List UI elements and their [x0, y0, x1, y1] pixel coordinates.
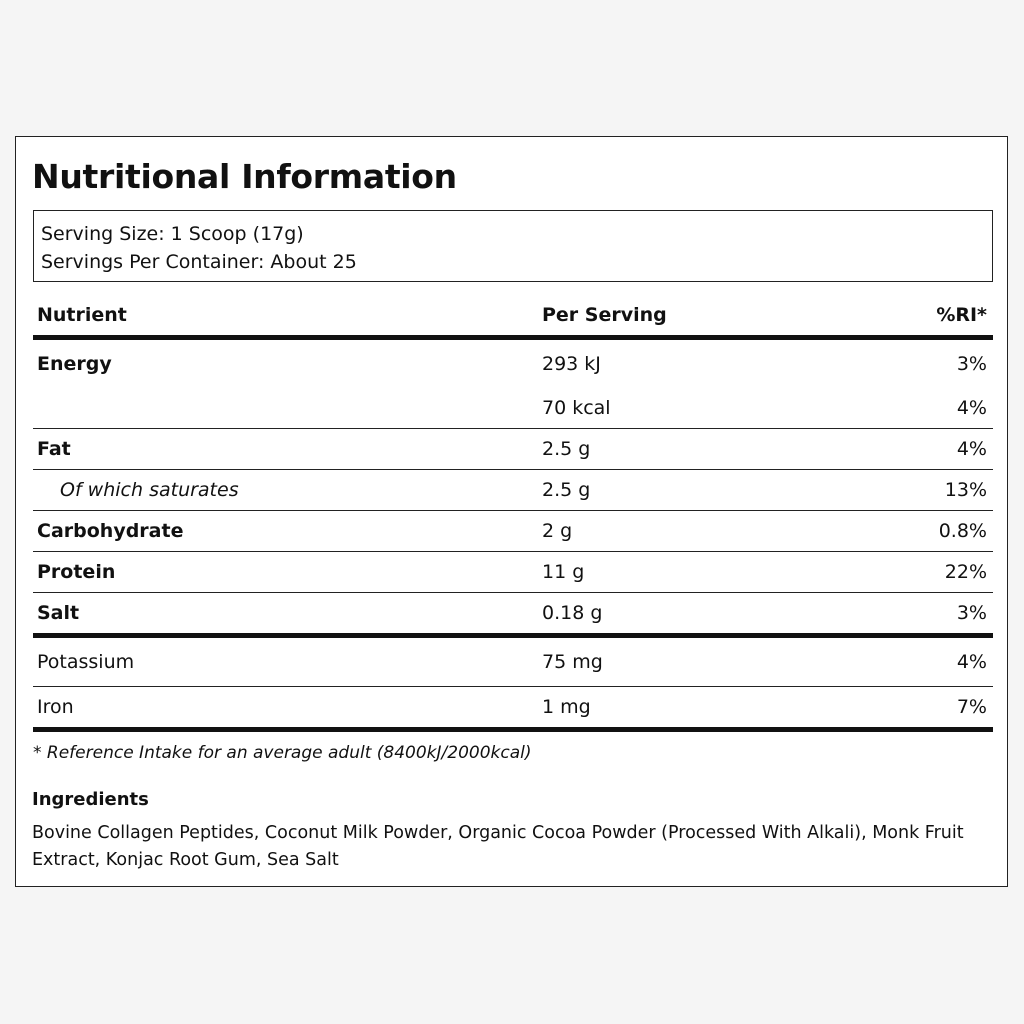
servings-per-container: Servings Per Container: About 25 — [41, 251, 357, 273]
table-header-row — [33, 295, 993, 338]
table-row — [33, 470, 993, 511]
row-ri: 4% — [886, 429, 993, 470]
ri-footnote: * Reference Intake for an average adult (8400kJ/2000kcal) — [33, 743, 532, 763]
row-nutrient: Potassium — [33, 636, 538, 687]
row-per-serving: 11 g — [538, 552, 886, 593]
nutrition-table — [33, 295, 993, 732]
row-nutrient: Salt — [33, 593, 538, 636]
row-nutrient: Of which saturates — [33, 470, 538, 511]
row-ri: 13% — [886, 470, 993, 511]
serving-info-box — [33, 210, 993, 282]
row-nutrient — [33, 388, 538, 429]
serving-size: Serving Size: 1 Scoop (17g) — [41, 223, 304, 245]
ingredients-text: Bovine Collagen Peptides, Coconut Milk Powder, Organic Cocoa Powder (Processed With Alkali), Monk Fruit Extract, Konjac Root Gum, Sea Salt — [32, 823, 964, 870]
row-nutrient: Carbohydrate — [33, 511, 538, 552]
nutrition-label — [15, 136, 1008, 887]
row-nutrient: Fat — [33, 429, 538, 470]
table-row — [33, 593, 993, 636]
row-per-serving: 2.5 g — [538, 470, 886, 511]
table-row — [33, 636, 993, 687]
table-row — [33, 552, 993, 593]
row-per-serving: 1 mg — [538, 687, 886, 730]
header-ri: %RI* — [886, 295, 993, 338]
label-title: Nutritional Information — [32, 157, 457, 196]
ingredients-heading: Ingredients — [32, 789, 149, 810]
row-per-serving: 2.5 g — [538, 429, 886, 470]
header-per-serving: Per Serving — [538, 295, 886, 338]
row-ri: 3% — [886, 593, 993, 636]
row-ri: 4% — [886, 388, 993, 429]
row-ri: 4% — [886, 636, 993, 687]
table-row — [33, 429, 993, 470]
header-nutrient: Nutrient — [33, 295, 538, 338]
row-ri: 3% — [956, 353, 987, 375]
table-row — [33, 687, 993, 730]
row-nutrient: Energy — [37, 353, 112, 375]
row-nutrient: Iron — [33, 687, 538, 730]
row-per-serving: 70 kcal — [538, 388, 886, 429]
nutrition-table-wrap — [33, 295, 993, 732]
row-per-serving: 75 mg — [538, 636, 886, 687]
row-per-serving: 2 g — [538, 511, 886, 552]
row-ri: 22% — [886, 552, 993, 593]
row-per-serving: 293 kJ — [542, 353, 601, 375]
table-row — [33, 511, 993, 552]
row-per-serving: 0.18 g — [538, 593, 886, 636]
row-nutrient: Protein — [33, 552, 538, 593]
row-ri: 7% — [886, 687, 993, 730]
table-row — [33, 338, 993, 389]
table-row — [33, 388, 993, 429]
row-ri: 0.8% — [886, 511, 993, 552]
